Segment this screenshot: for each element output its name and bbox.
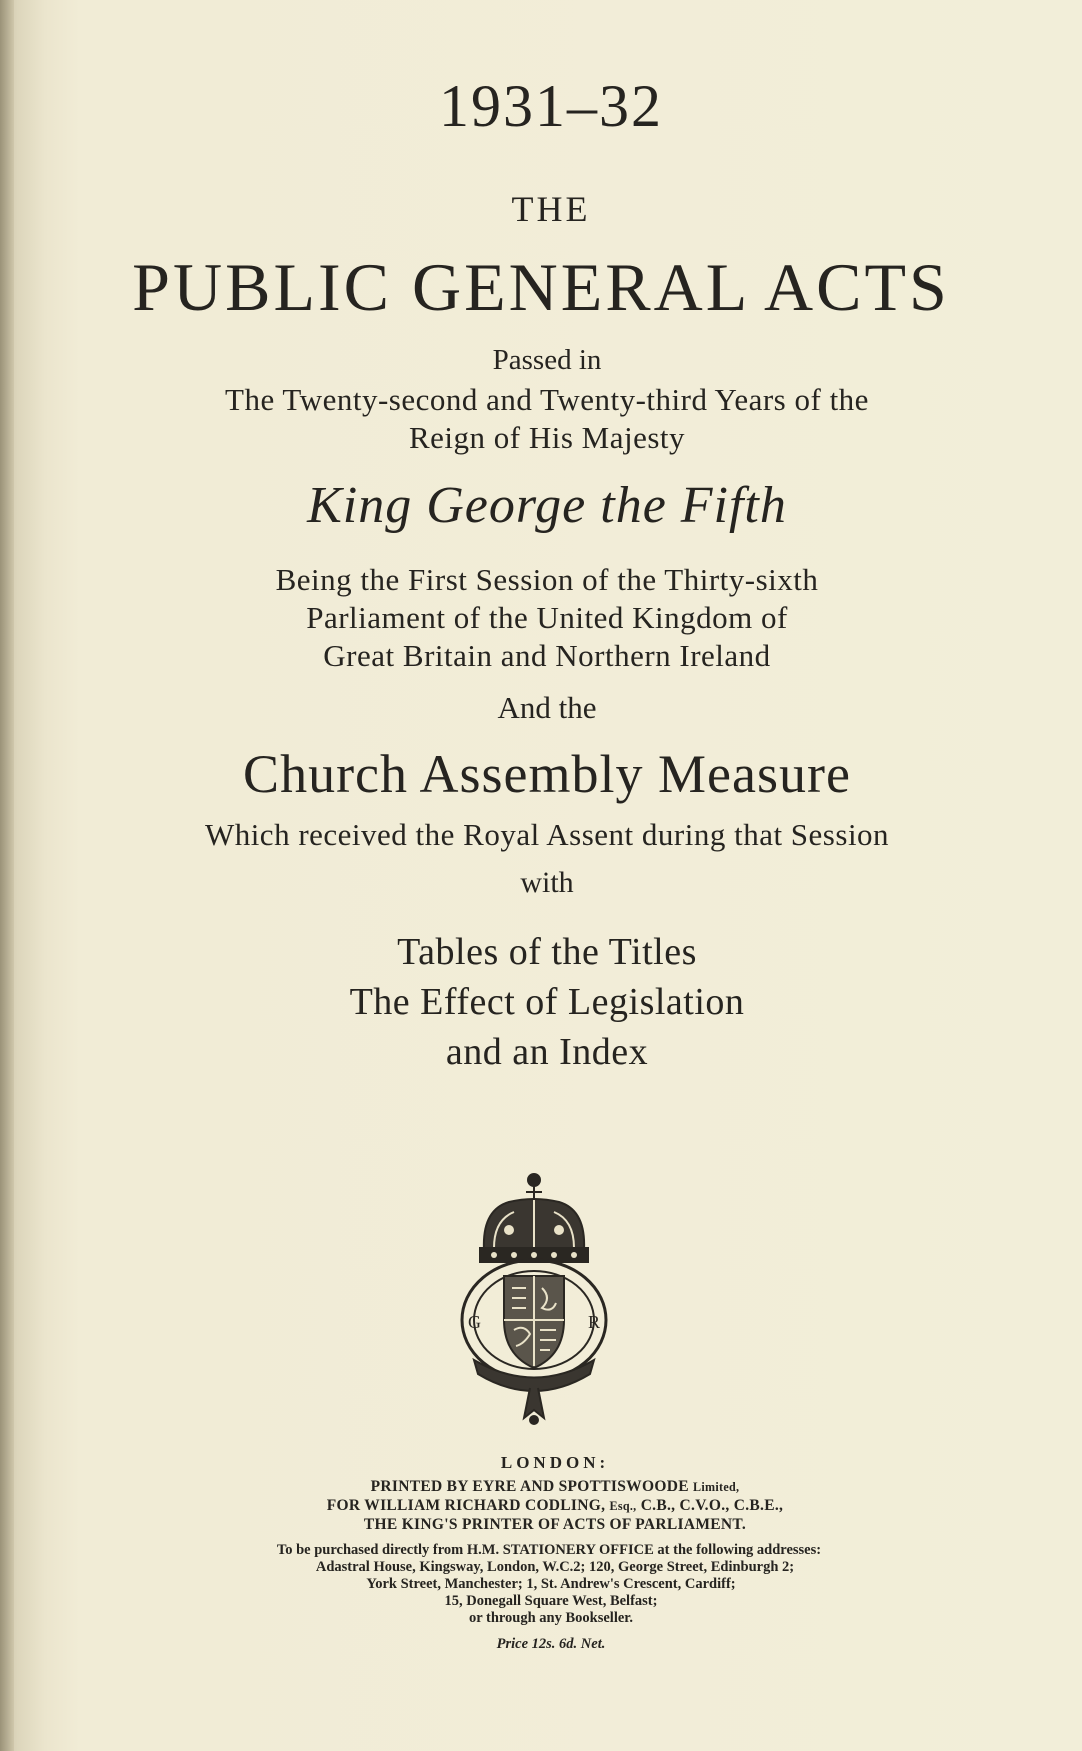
imprint-address-1: Adastral House, Kingsway, London, W.C.2; 120, George Street, Edinburgh 2; bbox=[315, 1559, 795, 1575]
royal-crest-icon bbox=[454, 1170, 614, 1425]
printer-suffix: Limited, bbox=[693, 1480, 740, 1494]
page-title: PUBLIC GENERAL ACTS bbox=[132, 249, 950, 325]
svg-text:R: R bbox=[588, 1312, 601, 1332]
imprint-place: LONDON: bbox=[500, 1453, 610, 1472]
passed-in-line: Passed in bbox=[492, 344, 602, 376]
imprint-bookseller: or through any Bookseller. bbox=[468, 1610, 634, 1626]
imprint-price: Price 12s. 6d. Net. bbox=[496, 1636, 606, 1652]
index-line: and an Index bbox=[445, 1031, 649, 1073]
imprint-purchase: To be purchased directly from H.M. STATIONERY OFFICE at the following addresses: bbox=[276, 1542, 822, 1558]
imprint-printer bbox=[0, 1478, 1082, 1496]
session-line-2: Parliament of the United Kingdom of bbox=[306, 600, 788, 635]
for-esq: Esq., bbox=[609, 1499, 637, 1513]
svg-text:G: G bbox=[468, 1312, 481, 1332]
the-heading: THE bbox=[511, 189, 591, 229]
imprint-address-2: York Street, Manchester; 1, St. Andrew's Crescent, Cardiff; bbox=[366, 1576, 736, 1592]
session-line-1: Being the First Session of the Thirty-sixth bbox=[275, 562, 819, 597]
for-name: FOR WILLIAM RICHARD CODLING, bbox=[326, 1497, 606, 1514]
imprint-kings-printer: THE KING'S PRINTER OF ACTS OF PARLIAMENT. bbox=[363, 1516, 747, 1533]
regnal-years-line: The Twenty-second and Twenty-third Years of the bbox=[225, 382, 869, 417]
church-assembly-heading: Church Assembly Measure bbox=[243, 744, 851, 804]
printer-name: PRINTED BY EYRE AND SPOTTISWOODE bbox=[370, 1478, 689, 1495]
tables-line: Tables of the Titles bbox=[397, 931, 697, 973]
session-line-3: Great Britain and Northern Ireland bbox=[323, 638, 771, 673]
royal-assent-line: Which received the Royal Assent during that Session bbox=[204, 817, 890, 852]
and-the-line: And the bbox=[497, 690, 597, 725]
imprint-address-3: 15, Donegall Square West, Belfast; bbox=[444, 1593, 658, 1609]
with-line: with bbox=[520, 866, 574, 899]
king-name: King George the Fifth bbox=[307, 477, 787, 534]
reign-line: Reign of His Majesty bbox=[408, 420, 686, 455]
imprint-for bbox=[0, 1497, 1082, 1515]
effect-line: The Effect of Legislation bbox=[349, 981, 745, 1023]
year-heading: 1931–32 bbox=[439, 73, 663, 139]
for-honours: C.B., C.V.O., C.B.E., bbox=[640, 1497, 784, 1514]
